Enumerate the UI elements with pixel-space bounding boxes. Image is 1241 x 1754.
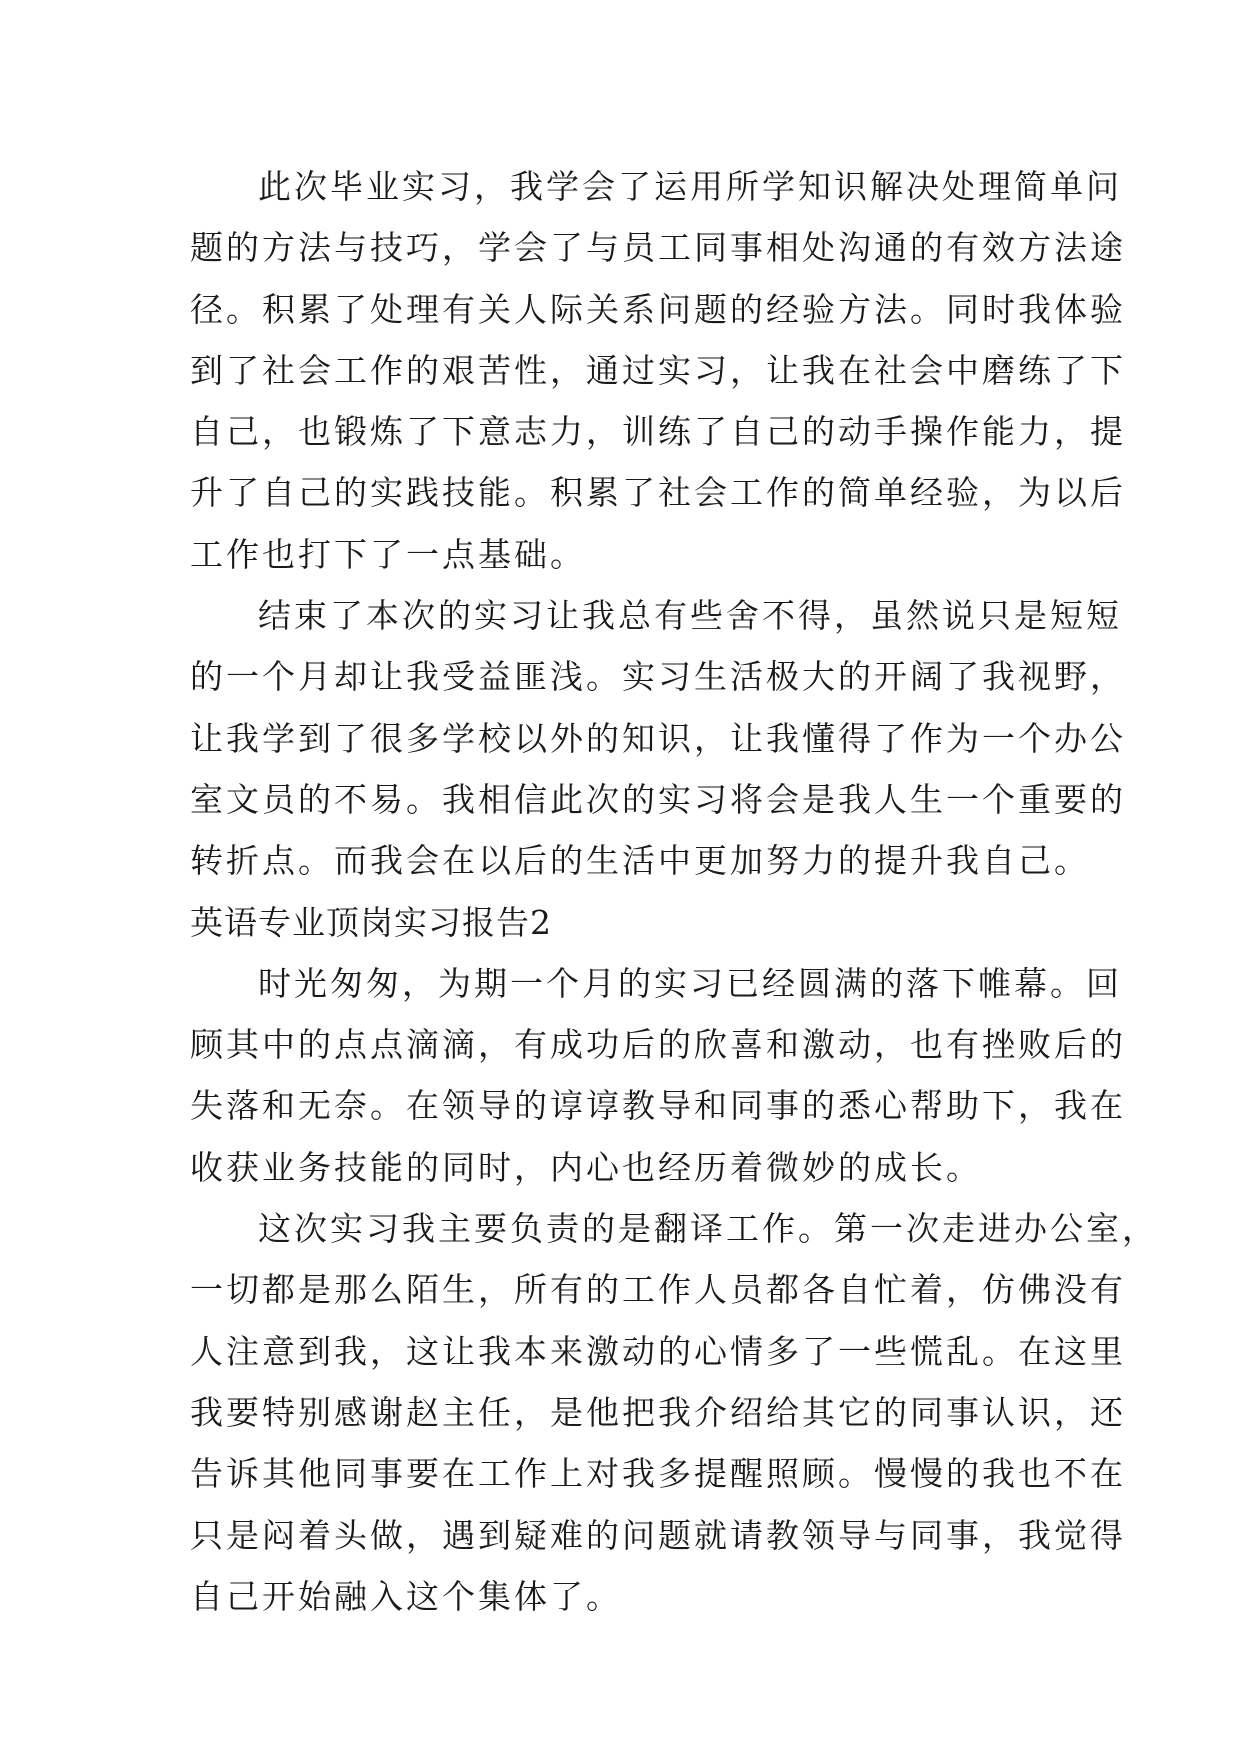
paragraph-line: 室文员的不易。我相信此次的实习将会是我人生一个重要的 bbox=[190, 779, 1126, 819]
paragraph-line: 的一个月却让我受益匪浅。实习生活极大的开阔了我视野， bbox=[190, 657, 1126, 697]
paragraph-line: 工作也打下了一点基础。 bbox=[190, 534, 586, 574]
paragraph-line: 题的方法与技巧，学会了与员工同事相处沟通的有效方法途 bbox=[190, 228, 1126, 268]
paragraph-line: 自己开始融入这个集体了。 bbox=[190, 1576, 622, 1616]
paragraph-line: 收获业务技能的同时，内心也经历着微妙的成长。 bbox=[190, 1147, 982, 1187]
paragraph-line: 时光匆匆，为期一个月的实习已经圆满的落下帷幕。回 bbox=[258, 963, 1122, 1003]
paragraph-line: 到了社会工作的艰苦性，通过实习，让我在社会中磨练了下 bbox=[190, 350, 1126, 390]
paragraph-line: 径。积累了处理有关人际关系问题的经验方法。同时我体验 bbox=[190, 289, 1126, 329]
paragraph-line: 结束了本次的实习让我总有些舍不得，虽然说只是短短 bbox=[258, 596, 1122, 636]
paragraph-line: 自己，也锻炼了下意志力，训练了自己的动手操作能力，提 bbox=[190, 412, 1126, 452]
paragraph-line: 这次实习我主要负责的是翻译工作。第一次走进办公室， bbox=[258, 1209, 1158, 1249]
paragraph-line: 此次毕业实习，我学会了运用所学知识解决处理简单问 bbox=[258, 167, 1122, 206]
paragraph-line: 我要特别感谢赵主任，是他把我介绍给其它的同事认识，还 bbox=[190, 1392, 1126, 1432]
paragraph-line: 转折点。而我会在以后的生活中更加努力的提升我自己。 bbox=[190, 841, 1090, 881]
paragraph-line: 让我学到了很多学校以外的知识，让我懂得了作为一个办公 bbox=[190, 718, 1126, 758]
paragraph-line: 顾其中的点点滴滴，有成功后的欣喜和激动，也有挫败后的 bbox=[190, 1025, 1126, 1065]
section-heading: 英语专业顶岗实习报告2 bbox=[190, 902, 552, 942]
paragraph-line: 一切都是那么陌生，所有的工作人员都各自忙着，仿佛没有 bbox=[190, 1270, 1126, 1310]
document-body bbox=[190, 156, 1158, 1627]
paragraph-line: 告诉其他同事要在工作上对我多提醒照顾。慢慢的我也不在 bbox=[190, 1454, 1126, 1494]
paragraph-line: 升了自己的实践技能。积累了社会工作的简单经验，为以后 bbox=[190, 473, 1126, 513]
paragraph-line: 人注意到我，这让我本来激动的心情多了一些慌乱。在这里 bbox=[190, 1331, 1126, 1371]
paragraph-line: 只是闷着头做，遇到疑难的问题就请教领导与同事，我觉得 bbox=[190, 1515, 1126, 1555]
paragraph-line: 失落和无奈。在领导的谆谆教导和同事的悉心帮助下，我在 bbox=[190, 1086, 1126, 1126]
